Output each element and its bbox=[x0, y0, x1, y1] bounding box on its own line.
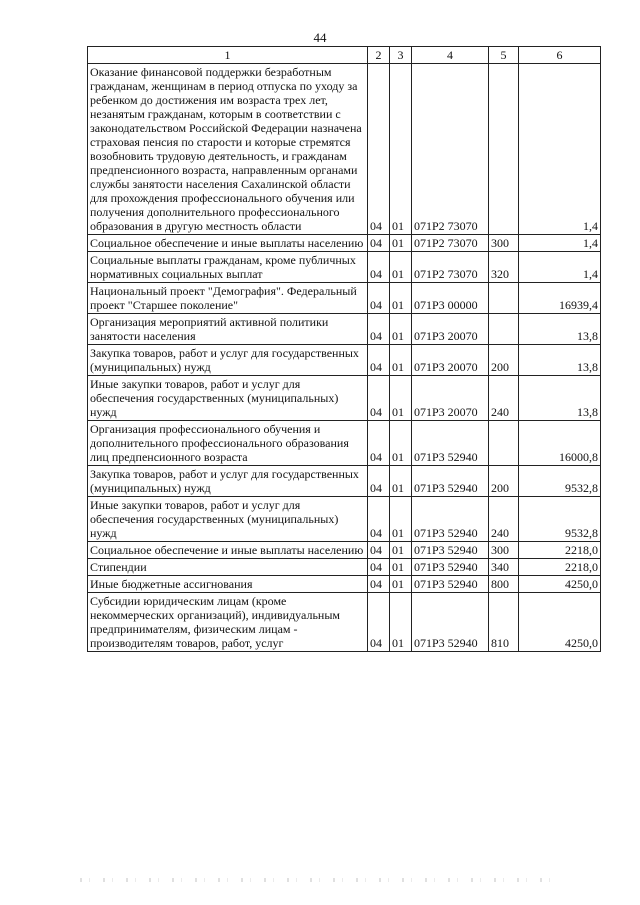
row-expense-type: 340 bbox=[489, 559, 519, 576]
row-expense-type bbox=[489, 314, 519, 345]
row-amount: 1,4 bbox=[519, 64, 601, 235]
page-number: 44 bbox=[313, 30, 327, 45]
row-name: Социальные выплаты гражданам, кроме публичных нормативных социальных выплат bbox=[88, 252, 368, 283]
row-target-article: 071P3 52940 bbox=[412, 466, 489, 497]
table-row bbox=[88, 576, 601, 593]
row-section: 04 bbox=[368, 497, 390, 542]
row-subsection: 01 bbox=[390, 466, 412, 497]
table-row bbox=[88, 283, 601, 314]
table-row bbox=[88, 64, 601, 235]
row-amount: 1,4 bbox=[519, 235, 601, 252]
row-expense-type: 240 bbox=[489, 497, 519, 542]
row-target-article: 071P3 00000 bbox=[412, 283, 489, 314]
row-expense-type bbox=[489, 421, 519, 466]
row-section: 04 bbox=[368, 421, 390, 466]
row-expense-type: 200 bbox=[489, 466, 519, 497]
row-expense-type: 200 bbox=[489, 345, 519, 376]
row-section: 04 bbox=[368, 376, 390, 421]
row-expense-type: 800 bbox=[489, 576, 519, 593]
row-target-article: 071P3 52940 bbox=[412, 576, 489, 593]
row-amount: 4250,0 bbox=[519, 576, 601, 593]
row-subsection: 01 bbox=[390, 64, 412, 235]
row-subsection: 01 bbox=[390, 252, 412, 283]
table-row bbox=[88, 593, 601, 652]
row-amount: 2218,0 bbox=[519, 559, 601, 576]
row-subsection: 01 bbox=[390, 542, 412, 559]
row-section: 04 bbox=[368, 576, 390, 593]
row-subsection: 01 bbox=[390, 283, 412, 314]
row-name: Субсидии юридическим лицам (кроме некоммерческих организаций), индивидуальным предпринимателям, физическим лицам - производителям товаров, работ, услуг bbox=[88, 593, 368, 652]
row-name: Закупка товаров, работ и услуг для государственных (муниципальных) нужд bbox=[88, 466, 368, 497]
budget-table bbox=[87, 46, 601, 652]
row-expense-type bbox=[489, 64, 519, 235]
row-section: 04 bbox=[368, 64, 390, 235]
row-target-article: 071P3 52940 bbox=[412, 497, 489, 542]
row-section: 04 bbox=[368, 593, 390, 652]
row-name: Закупка товаров, работ и услуг для государственных (муниципальных) нужд bbox=[88, 345, 368, 376]
header-col-4: 4 bbox=[412, 47, 489, 64]
row-subsection: 01 bbox=[390, 421, 412, 466]
table-row bbox=[88, 376, 601, 421]
row-target-article: 071P2 73070 bbox=[412, 235, 489, 252]
row-target-article: 071P3 52940 bbox=[412, 559, 489, 576]
row-name: Национальный проект "Демография". Федеральный проект "Старшее поколение" bbox=[88, 283, 368, 314]
row-name: Иные закупки товаров, работ и услуг для обеспечения государственных (муниципальных) нужд bbox=[88, 497, 368, 542]
row-target-article: 071P3 52940 bbox=[412, 542, 489, 559]
row-target-article: 071P3 52940 bbox=[412, 593, 489, 652]
row-name: Социальное обеспечение и иные выплаты населению bbox=[88, 542, 368, 559]
header-col-3: 3 bbox=[390, 47, 412, 64]
row-section: 04 bbox=[368, 252, 390, 283]
table-header bbox=[88, 47, 601, 64]
row-subsection: 01 bbox=[390, 376, 412, 421]
header-col-6: 6 bbox=[519, 47, 601, 64]
row-expense-type: 240 bbox=[489, 376, 519, 421]
table-row bbox=[88, 497, 601, 542]
row-amount: 4250,0 bbox=[519, 593, 601, 652]
row-target-article: 071P3 20070 bbox=[412, 345, 489, 376]
row-amount: 1,4 bbox=[519, 252, 601, 283]
row-target-article: 071P3 20070 bbox=[412, 376, 489, 421]
row-section: 04 bbox=[368, 466, 390, 497]
row-subsection: 01 bbox=[390, 497, 412, 542]
row-name: Организация мероприятий активной политики занятости населения bbox=[88, 314, 368, 345]
row-subsection: 01 bbox=[390, 559, 412, 576]
row-name: Организация профессионального обучения и дополнительного профессионального образования лиц предпенсионного возраста bbox=[88, 421, 368, 466]
table-row bbox=[88, 235, 601, 252]
row-subsection: 01 bbox=[390, 576, 412, 593]
row-target-article: 071P3 52940 bbox=[412, 421, 489, 466]
header-col-2: 2 bbox=[368, 47, 390, 64]
row-section: 04 bbox=[368, 559, 390, 576]
table-row bbox=[88, 466, 601, 497]
row-target-article: 071P3 20070 bbox=[412, 314, 489, 345]
row-expense-type: 300 bbox=[489, 542, 519, 559]
row-name: Социальное обеспечение и иные выплаты населению bbox=[88, 235, 368, 252]
row-amount: 13,8 bbox=[519, 345, 601, 376]
row-subsection: 01 bbox=[390, 235, 412, 252]
row-subsection: 01 bbox=[390, 314, 412, 345]
row-target-article: 071P2 73070 bbox=[412, 252, 489, 283]
row-amount: 16939,4 bbox=[519, 283, 601, 314]
header-row bbox=[88, 47, 601, 64]
row-name: Стипендии bbox=[88, 559, 368, 576]
row-amount: 9532,8 bbox=[519, 466, 601, 497]
row-expense-type: 810 bbox=[489, 593, 519, 652]
row-amount: 16000,8 bbox=[519, 421, 601, 466]
row-subsection: 01 bbox=[390, 593, 412, 652]
row-name: Иные бюджетные ассигнования bbox=[88, 576, 368, 593]
table-row bbox=[88, 559, 601, 576]
table-row bbox=[88, 542, 601, 559]
row-expense-type: 300 bbox=[489, 235, 519, 252]
row-section: 04 bbox=[368, 345, 390, 376]
row-amount: 13,8 bbox=[519, 376, 601, 421]
scan-noise bbox=[80, 878, 560, 882]
header-col-5: 5 bbox=[489, 47, 519, 64]
row-expense-type: 320 bbox=[489, 252, 519, 283]
row-section: 04 bbox=[368, 283, 390, 314]
row-target-article: 071P2 73070 bbox=[412, 64, 489, 235]
row-amount: 9532,8 bbox=[519, 497, 601, 542]
row-expense-type bbox=[489, 283, 519, 314]
table-row bbox=[88, 421, 601, 466]
row-section: 04 bbox=[368, 235, 390, 252]
row-name: Иные закупки товаров, работ и услуг для обеспечения государственных (муниципальных) нужд bbox=[88, 376, 368, 421]
row-section: 04 bbox=[368, 314, 390, 345]
row-amount: 2218,0 bbox=[519, 542, 601, 559]
row-section: 04 bbox=[368, 542, 390, 559]
row-name: Оказание финансовой поддержки безработным гражданам, женщинам в период отпуска по уходу за ребенком до достижения им возраста трех лет, незанятым гражданам, которым в соответствии с законодательством Российской Федерации назначена страховая пенсия по старости и которые стремятся возобновить трудовую деятельность, и гражданам предпенсионного возраста, направленным органами службы занятости населения Сахалинской области для прохождения профессионального обучения или получения дополнительного профессионального образования в другую местность области bbox=[88, 64, 368, 235]
header-col-1: 1 bbox=[88, 47, 368, 64]
row-subsection: 01 bbox=[390, 345, 412, 376]
table-row bbox=[88, 345, 601, 376]
row-amount: 13,8 bbox=[519, 314, 601, 345]
table-row bbox=[88, 314, 601, 345]
table-body bbox=[88, 64, 601, 652]
table-row bbox=[88, 252, 601, 283]
